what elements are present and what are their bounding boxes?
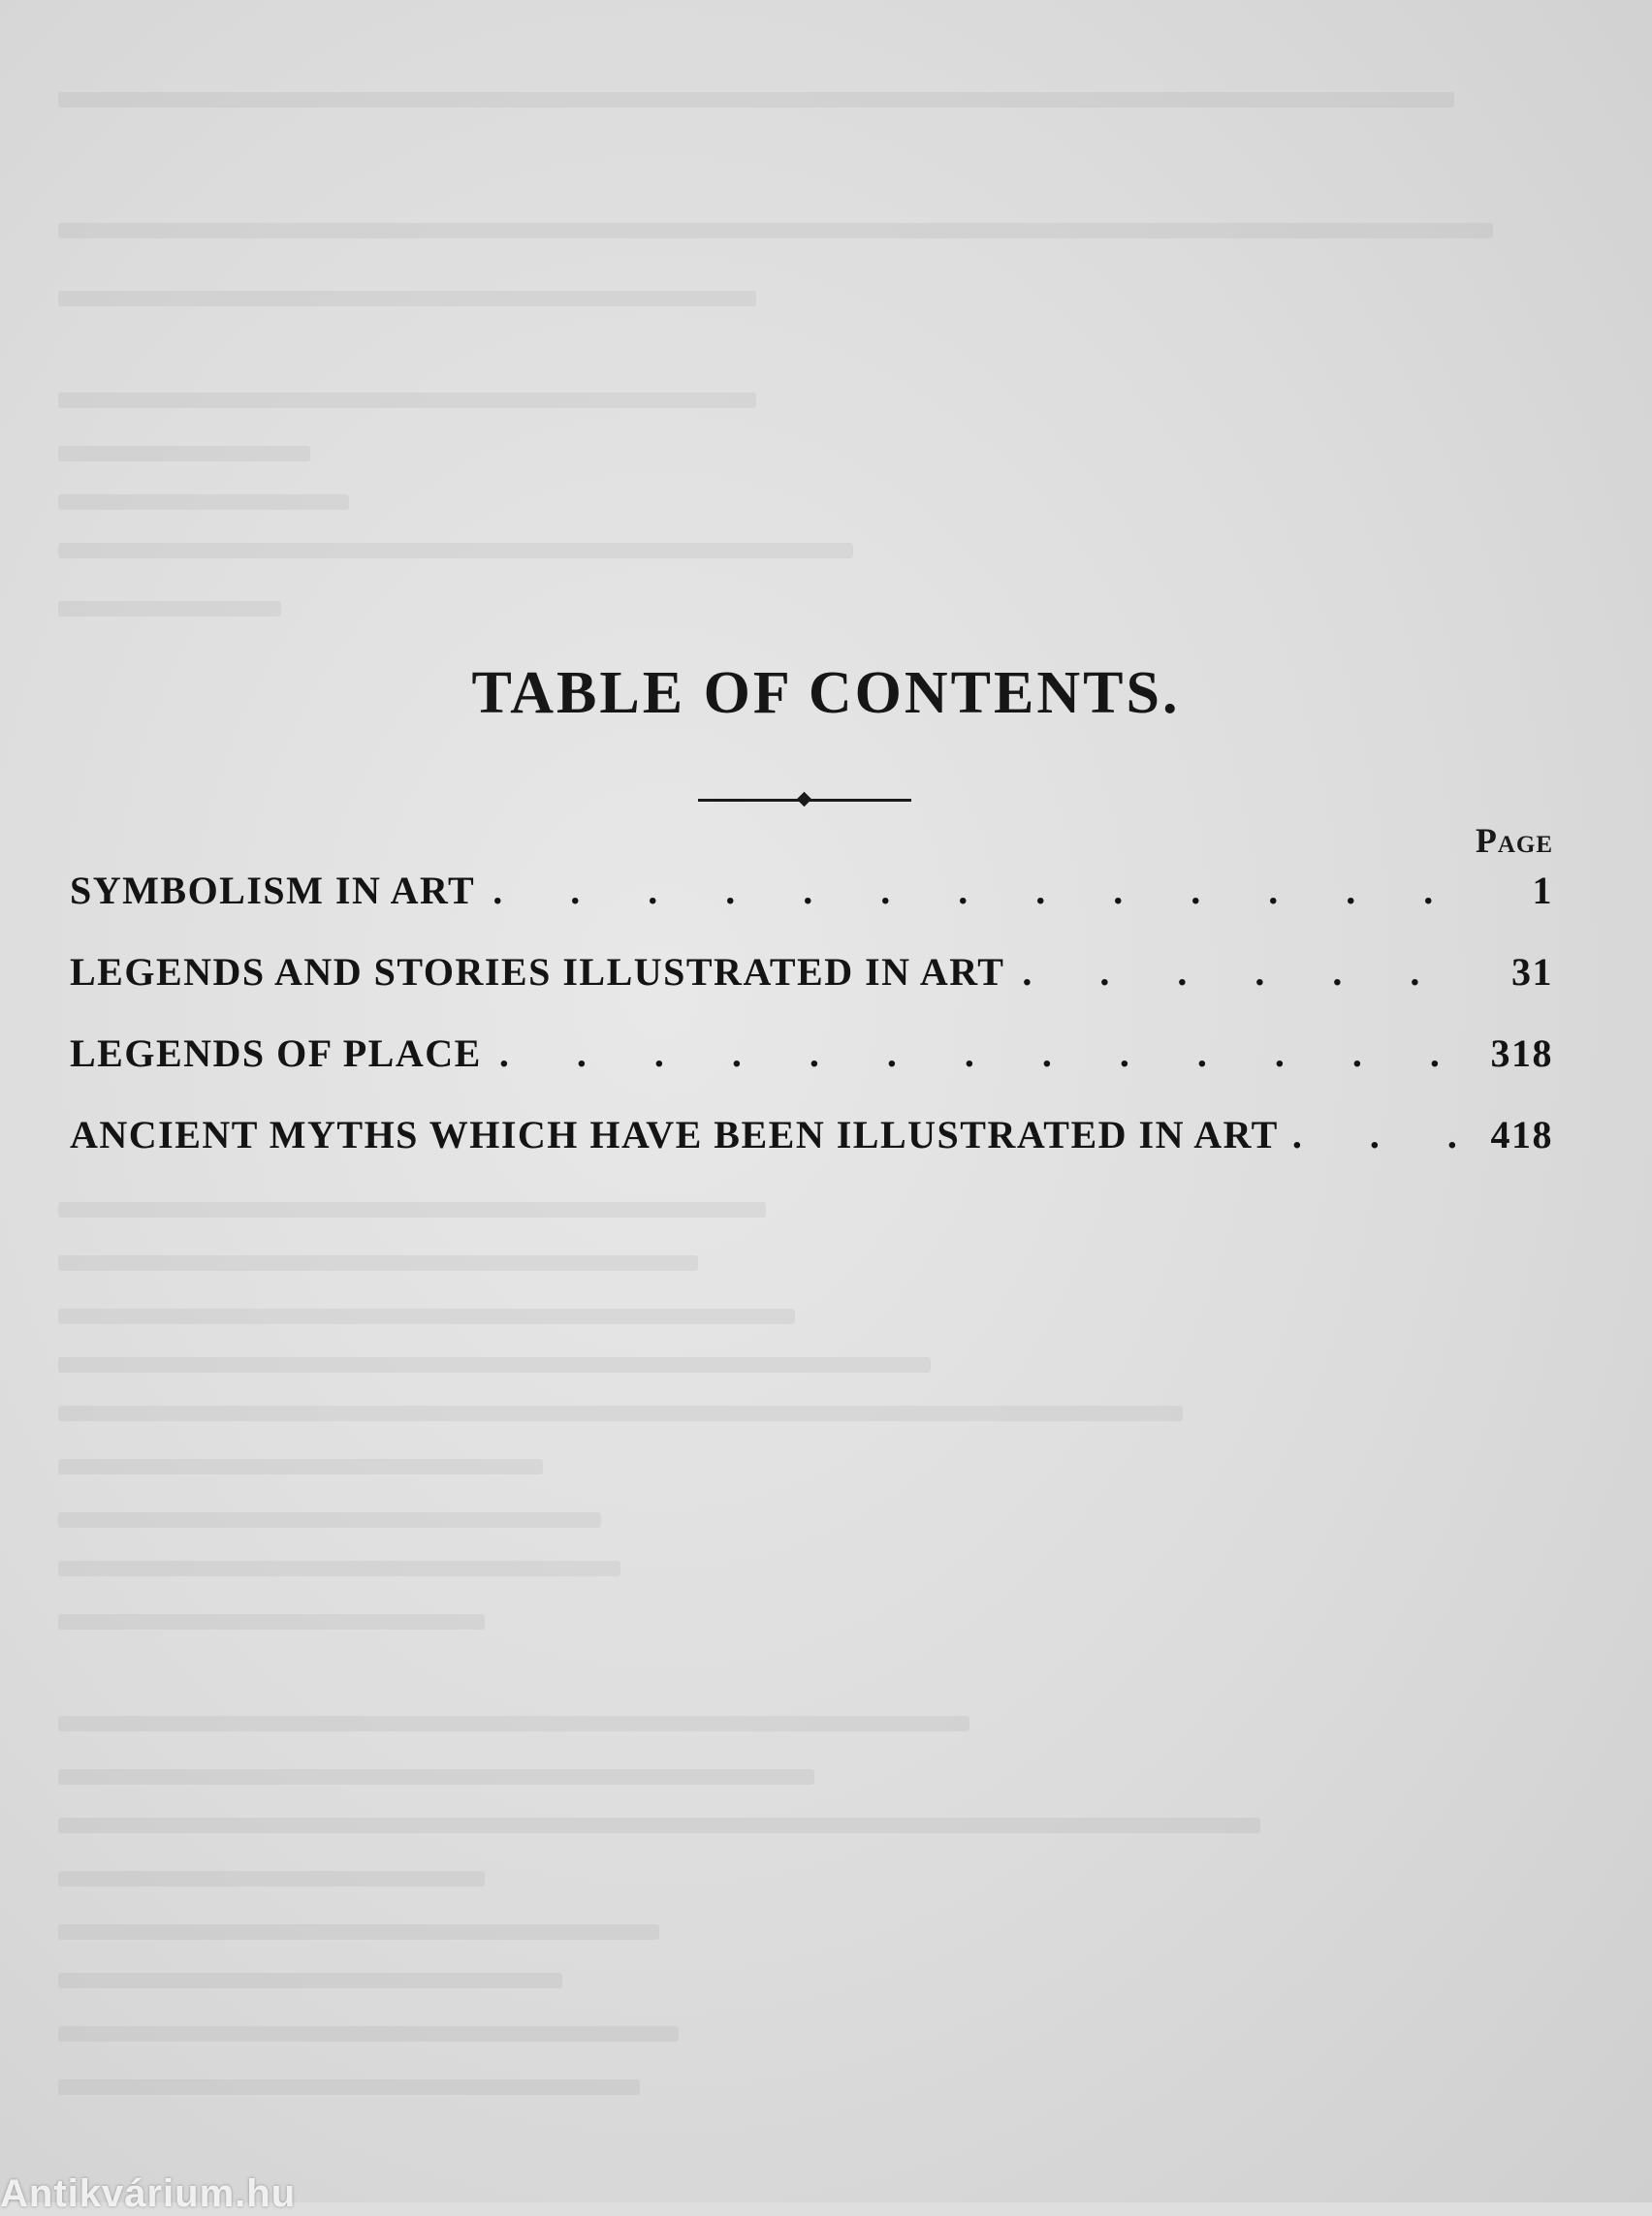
page-column-label: Page: [1475, 821, 1553, 860]
show-through-line: [58, 2079, 640, 2095]
show-through-line: [58, 1309, 795, 1324]
watermark-text: Antikvárium.hu: [0, 2172, 297, 2215]
show-through-line: [58, 1202, 766, 1218]
show-through-line: [58, 1459, 543, 1474]
page-title: TABLE OF CONTENTS.: [471, 660, 1181, 726]
show-through-line: [58, 1512, 601, 1528]
toc-entry[interactable]: [70, 949, 1553, 1030]
show-through-line: [58, 291, 756, 306]
show-through-line: [58, 446, 310, 461]
show-through-line: [58, 1614, 485, 1630]
show-through-line: [58, 1924, 659, 1940]
show-through-line: [58, 1561, 620, 1576]
dot-leader: [1292, 1112, 1477, 1157]
toc-entry-page: 1: [1532, 869, 1553, 912]
show-through-line: [58, 92, 1454, 108]
show-through-line: [58, 1973, 562, 1988]
toc-entry-title: SYMBOLISM IN ART: [70, 869, 476, 912]
show-through-line: [58, 223, 1493, 238]
toc-entry[interactable]: [70, 868, 1553, 949]
rule-diamond-ornament: [797, 792, 812, 807]
toc-entry[interactable]: [70, 1112, 1553, 1193]
table-of-contents: [70, 868, 1553, 1193]
show-through-line: [58, 494, 349, 510]
show-through-line: [58, 543, 853, 558]
show-through-line: [58, 601, 281, 617]
toc-entry-title: LEGENDS AND STORIES ILLUSTRATED IN ART: [70, 950, 1005, 994]
show-through-line: [58, 1406, 1183, 1421]
toc-entry-title: ANCIENT MYTHS WHICH HAVE BEEN ILLUSTRATED IN ART: [70, 1113, 1279, 1156]
show-through-line: [58, 1716, 969, 1731]
dot-leader: [499, 1030, 1474, 1076]
toc-entry-page: 418: [1490, 1113, 1553, 1156]
toc-entry-page: 318: [1490, 1031, 1553, 1075]
dot-leader: [492, 868, 1477, 913]
dot-leader: [1022, 949, 1477, 995]
show-through-line: [58, 393, 756, 408]
show-through-line: [58, 1255, 698, 1271]
toc-entry-page: 31: [1511, 950, 1553, 994]
toc-entry-title: LEGENDS OF PLACE: [70, 1031, 482, 1075]
show-through-line: [58, 1769, 814, 1785]
show-through-line: [58, 1871, 485, 1886]
show-through-line: [58, 1357, 931, 1373]
show-through-line: [58, 1818, 1260, 1833]
show-through-line: [58, 2026, 679, 2042]
toc-entry[interactable]: [70, 1030, 1553, 1112]
